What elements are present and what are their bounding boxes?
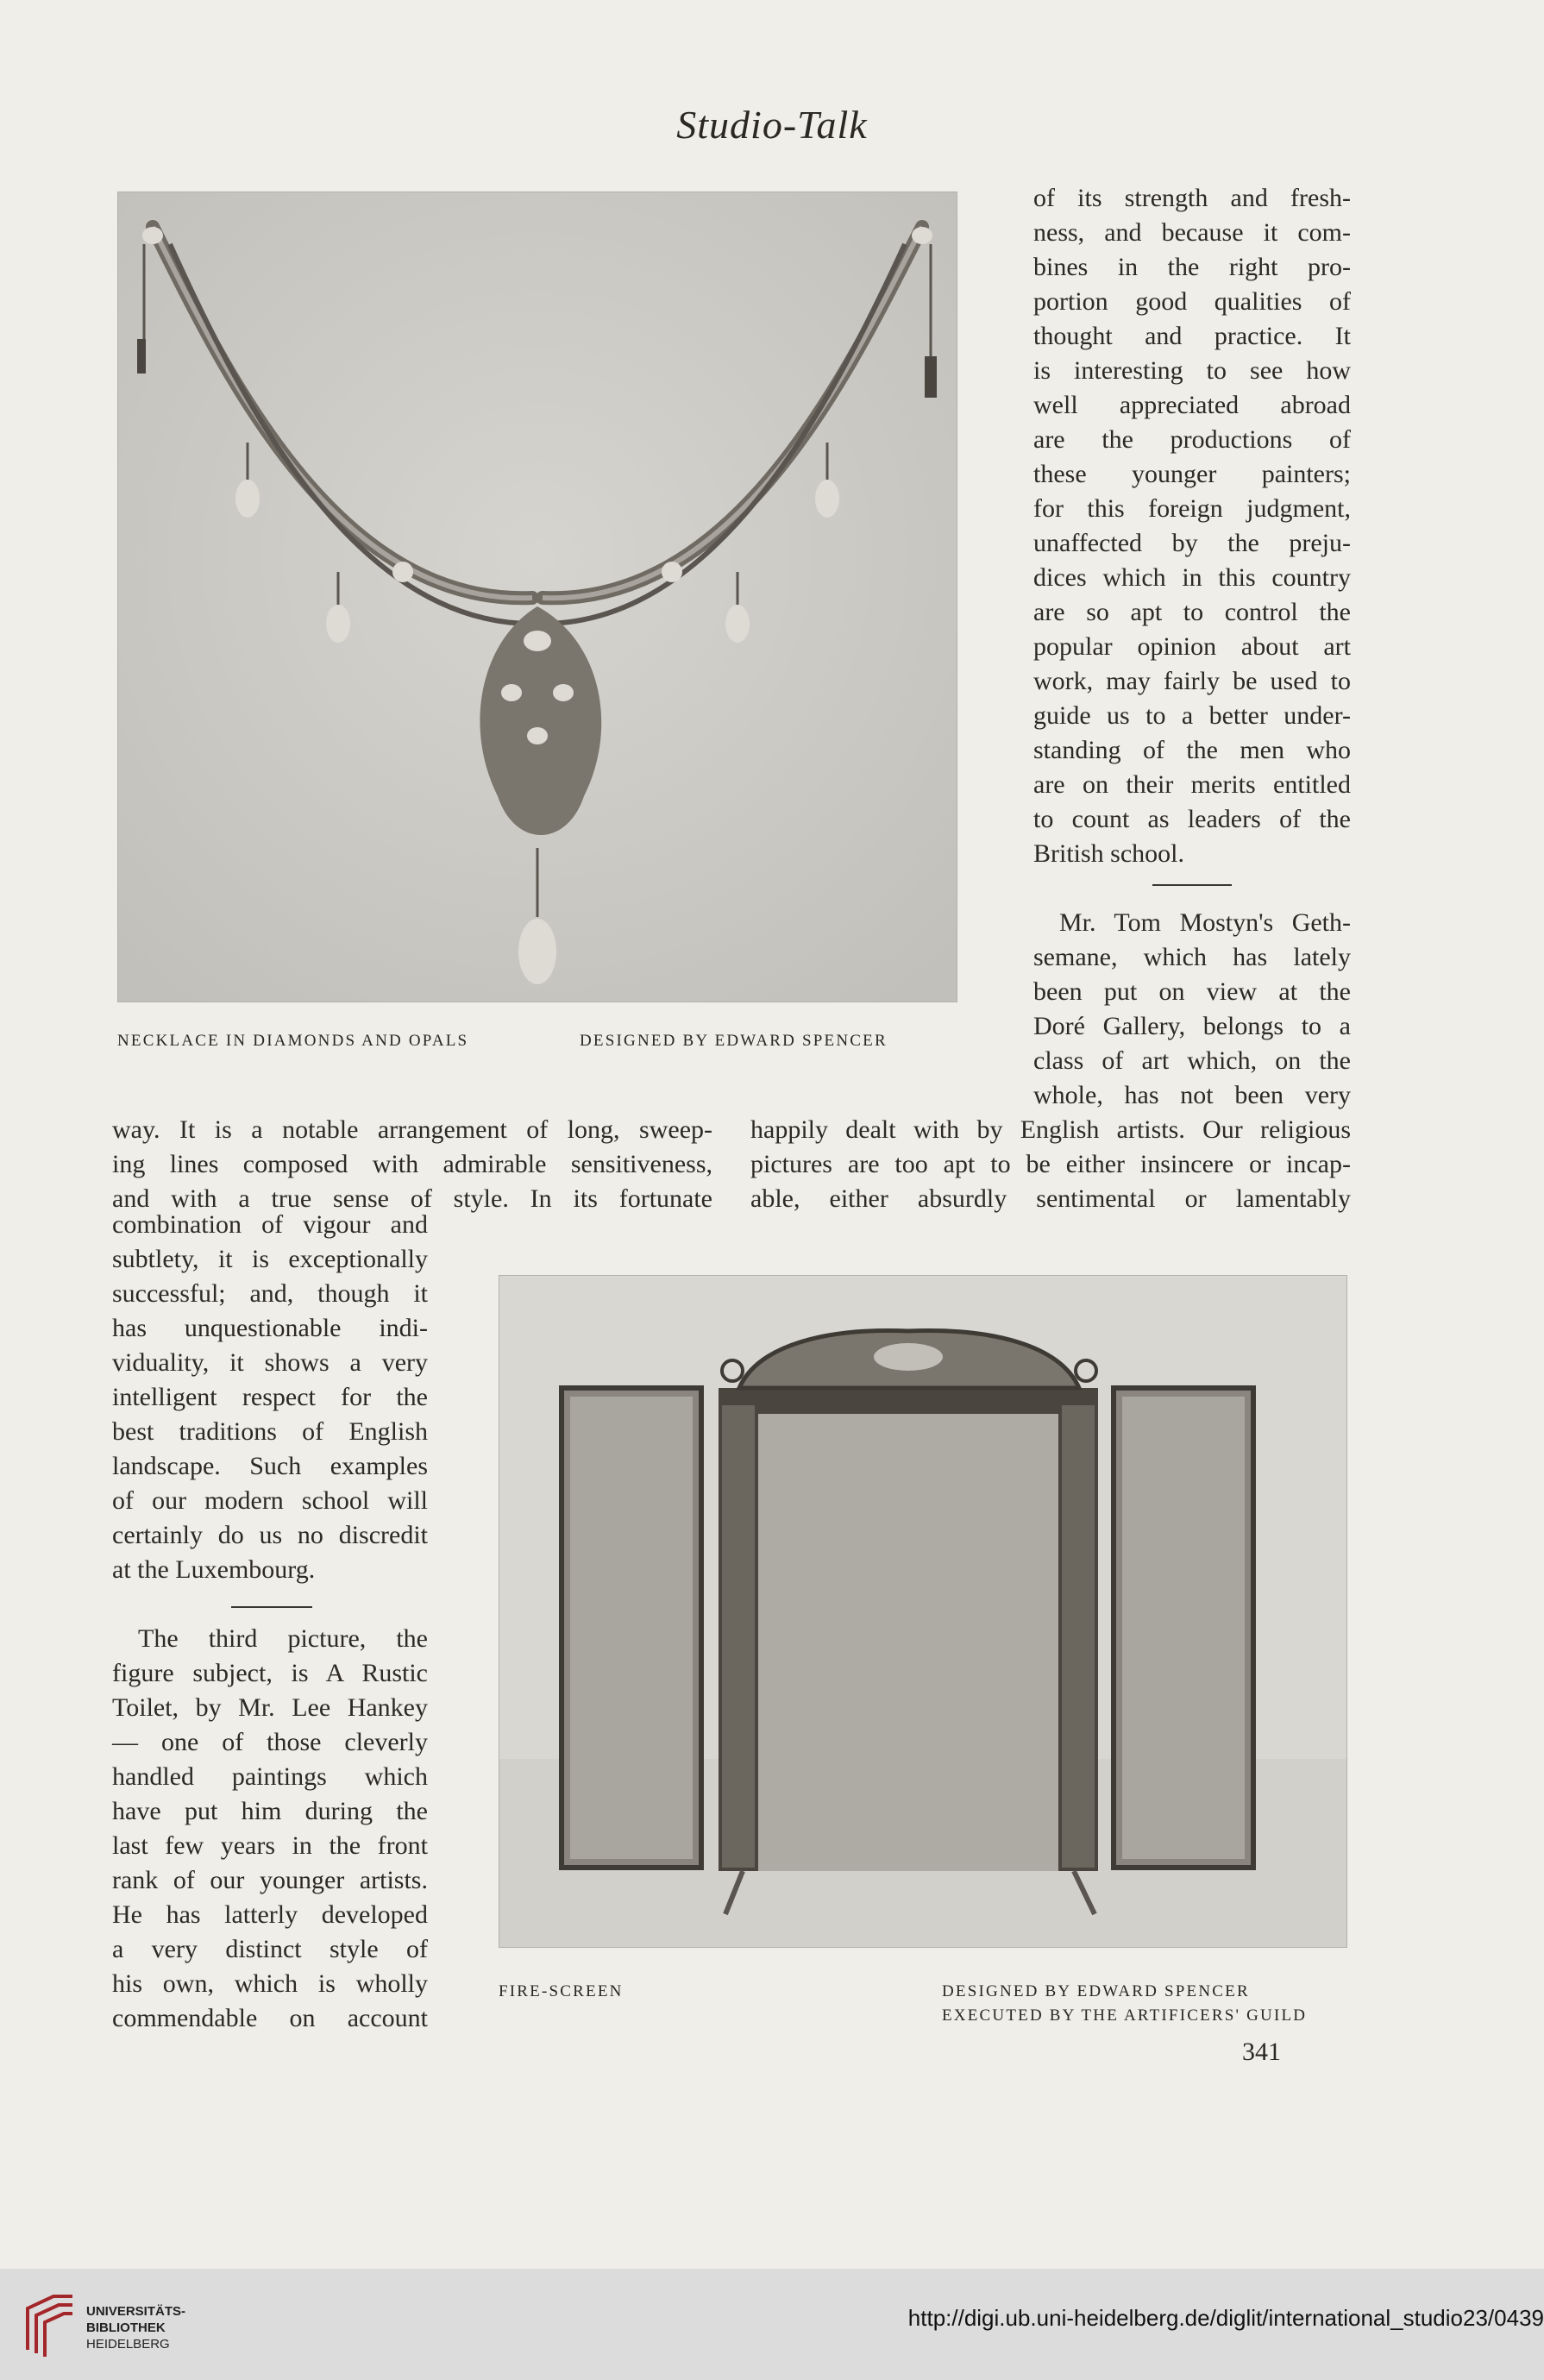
- text-line: has unquestionable indi-: [112, 1314, 428, 1342]
- text-line: standing of the men who: [1033, 736, 1351, 764]
- text-line: and with a true sense of style. In its fortunate: [112, 1184, 712, 1213]
- necklace-caption-title: NECKLACE IN DIAMONDS AND OPALS: [117, 1032, 469, 1050]
- text-line: successful; and, though it: [112, 1279, 428, 1308]
- text-line: certainly do us no discredit: [112, 1521, 428, 1549]
- text-line: intelligent respect for the: [112, 1383, 428, 1411]
- text-line: pictures are too apt to be either insincere or incap-: [750, 1150, 1351, 1178]
- text-line: The third picture, the: [138, 1624, 428, 1653]
- library-name-line: BIBLIOTHEK: [86, 2320, 166, 2335]
- running-head: Studio-Talk: [676, 103, 868, 147]
- text-line: ness, and because it com-: [1033, 218, 1351, 247]
- text-line: popular opinion about art: [1033, 632, 1351, 661]
- university-library-logo-icon: [19, 2289, 79, 2358]
- text-line: class of art which, on the: [1033, 1046, 1351, 1075]
- section-divider: [231, 1606, 312, 1608]
- necklace-photograph: [117, 192, 957, 1002]
- text-line: combination of vigour and: [112, 1210, 428, 1239]
- text-line: dices which in this country: [1033, 563, 1351, 592]
- library-name: [86, 2303, 185, 2352]
- text-line: rank of our younger artists.: [112, 1866, 428, 1894]
- library-name-line: HEIDELBERG: [86, 2337, 170, 2352]
- left-wide-text: [112, 1113, 712, 1216]
- text-line: able, either absurdly sentimental or lamentably: [750, 1184, 1351, 1213]
- text-line: thought and practice. It: [1033, 322, 1351, 350]
- text-line: happily dealt with by English artists. Our religious: [750, 1115, 1351, 1144]
- text-line: — one of those cleverly: [112, 1728, 428, 1756]
- text-line: work, may fairly be used to: [1033, 667, 1351, 695]
- text-line: of its strength and fresh-: [1033, 184, 1351, 212]
- text-line: are on their merits entitled: [1033, 770, 1351, 799]
- right-column-text: [1033, 181, 1351, 871]
- text-line: have put him during the: [112, 1797, 428, 1825]
- text-line: for this foreign judgment,: [1033, 494, 1351, 523]
- text-line: Mr. Tom Mostyn's Geth-: [1059, 908, 1351, 937]
- text-line: Doré Gallery, belongs to a: [1033, 1012, 1351, 1040]
- text-line: unaffected by the preju-: [1033, 529, 1351, 557]
- source-url-link[interactable]: http://digi.ub.uni-heidelberg.de/diglit/international_studio23/0439: [907, 2305, 1544, 2331]
- necklace-caption-designer: DESIGNED BY EDWARD SPENCER: [580, 1032, 888, 1050]
- text-line: way. It is a notable arrangement of long, sweep-: [112, 1115, 712, 1144]
- text-line: is interesting to see how: [1033, 356, 1351, 385]
- library-name-line: UNIVERSITÄTS-: [86, 2304, 186, 2319]
- left-narrow-text: [112, 1208, 428, 1587]
- text-line: these younger painters;: [1033, 460, 1351, 488]
- fire-screen-caption-title: FIRE-SCREEN: [499, 1982, 624, 2000]
- text-line: He has latterly developed: [112, 1900, 428, 1929]
- text-line: ing lines composed with admirable sensitiveness,: [112, 1150, 712, 1178]
- text-line: his own, which is wholly: [112, 1969, 428, 1998]
- text-line: figure subject, is A Rustic: [112, 1659, 428, 1687]
- text-line: Toilet, by Mr. Lee Hankey: [112, 1693, 428, 1722]
- digitization-footer: [0, 2269, 1544, 2380]
- hankey-paragraph: [112, 1622, 428, 2036]
- text-line: of our modern school will: [112, 1486, 428, 1515]
- text-line: are so apt to control the: [1033, 598, 1351, 626]
- fire-screen-caption-executor: EXECUTED BY THE ARTIFICERS' GUILD: [942, 2006, 1308, 2025]
- text-line: subtlety, it is exceptionally: [112, 1245, 428, 1273]
- text-line: are the productions of: [1033, 425, 1351, 454]
- text-line: best traditions of English: [112, 1417, 428, 1446]
- text-line: portion good qualities of: [1033, 287, 1351, 316]
- text-line: been put on view at the: [1033, 977, 1351, 1006]
- text-line: well appreciated abroad: [1033, 391, 1351, 419]
- text-line: semane, which has lately: [1033, 943, 1351, 971]
- text-line: handled paintings which: [112, 1762, 428, 1791]
- fire-screen-photograph: [499, 1275, 1347, 1948]
- text-line: landscape. Such examples: [112, 1452, 428, 1480]
- section-divider: [1152, 884, 1232, 886]
- text-line: at the Luxembourg.: [112, 1555, 316, 1584]
- text-line: last few years in the front: [112, 1831, 428, 1860]
- text-line: viduality, it shows a very: [112, 1348, 428, 1377]
- text-line: whole, has not been very: [1033, 1081, 1351, 1109]
- text-line: to count as leaders of the: [1033, 805, 1351, 833]
- text-line: guide us to a better under-: [1033, 701, 1351, 730]
- right-wide-text: [750, 1113, 1351, 1216]
- text-line: a very distinct style of: [112, 1935, 428, 1963]
- page-number: 341: [1242, 2038, 1281, 2066]
- text-line: commendable on account: [112, 2004, 428, 2032]
- text-line: British school.: [1033, 839, 1185, 868]
- text-line: bines in the right pro-: [1033, 253, 1351, 281]
- mostyn-paragraph: [1033, 906, 1351, 1113]
- fire-screen-caption-designer: DESIGNED BY EDWARD SPENCER: [942, 1982, 1250, 2000]
